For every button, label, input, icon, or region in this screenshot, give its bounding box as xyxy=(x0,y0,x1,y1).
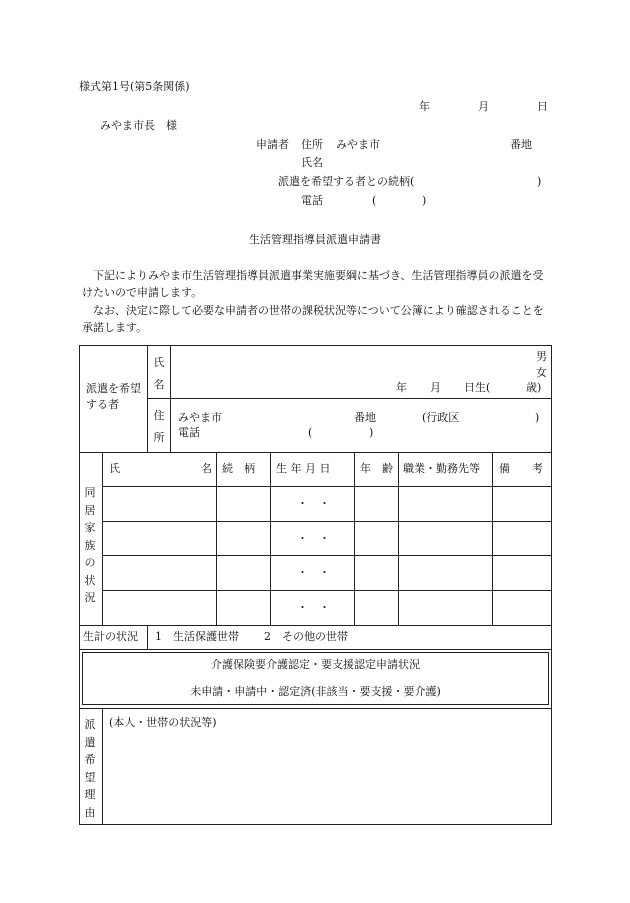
person-district-close: ) xyxy=(535,411,540,424)
family-header-age: 年 齢 xyxy=(360,462,393,475)
applicant-address-suffix: 番地 xyxy=(510,138,532,151)
person-address-suffix: 番地 xyxy=(354,411,376,424)
care-options[interactable]: 未申請・申請中・認定済(非該当・要支援・要介護) xyxy=(190,685,441,698)
applicant-address-city: みやま市 xyxy=(336,138,380,151)
person-phone-open: ( xyxy=(308,426,313,439)
applicant-label: 申請者 xyxy=(256,138,289,151)
birth-day-label: 日生( xyxy=(464,381,491,394)
col-line xyxy=(216,452,217,625)
col-line xyxy=(147,345,148,452)
person-phone-label: 電話 xyxy=(178,426,200,439)
person-address-city: みやま市 xyxy=(178,411,222,424)
row-line xyxy=(102,590,552,591)
livelihood-label: 生計の状況 xyxy=(83,630,138,643)
body-paragraph-2: なお、決定に際して必要な申請者の世帯の課税状況等について公簿により確認されることを承諾します。 xyxy=(82,304,544,334)
gender-male[interactable]: 男 xyxy=(536,350,547,363)
form-number: 様式第1号(第5条関係) xyxy=(79,80,190,93)
col-line xyxy=(398,452,399,625)
col-line xyxy=(170,345,171,452)
person-address-label: 住所 xyxy=(153,409,165,444)
row-line xyxy=(79,452,552,453)
col-line xyxy=(147,625,148,649)
family-row-2-date-dots: ・ ・ xyxy=(297,532,330,545)
col-line xyxy=(102,708,103,825)
date-year-label: 年 xyxy=(419,100,430,113)
person-name-label: 氏名 xyxy=(153,356,165,391)
applicant-phone-label: 電話 xyxy=(301,194,323,207)
person-label: 派遣を希望する者 xyxy=(86,382,141,411)
col-line xyxy=(354,452,355,625)
applicant-address-label: 住所 xyxy=(301,138,323,151)
row-line xyxy=(79,625,552,626)
col-line xyxy=(270,452,271,625)
body-paragraph-1: 下記によりみやま市生活管理指導員派遣事業実施要綱に基づき、生活管理指導員の派遣を受けたいので申請します。 xyxy=(82,269,544,299)
applicant-relation-label: 派遣を希望する者との続柄( xyxy=(278,175,415,188)
addressee: みやま市長 様 xyxy=(100,119,177,132)
family-header-name-a: 氏 xyxy=(109,462,120,475)
family-row-1-date-dots: ・ ・ xyxy=(297,497,330,510)
birth-month-label: 月 xyxy=(430,381,441,394)
applicant-phone-close: ) xyxy=(422,194,427,207)
row-line xyxy=(102,521,552,522)
col-line xyxy=(102,452,103,625)
family-header-occupation: 職業・勤務先等 xyxy=(403,462,480,475)
row-line xyxy=(79,649,552,650)
family-header-birthdate: 生 年 月 日 xyxy=(276,462,331,475)
age-suffix: 歳) xyxy=(526,381,542,394)
document-title: 生活管理指導員派遣申請書 xyxy=(249,233,381,246)
date-month-label: 月 xyxy=(478,100,489,113)
birth-year-label: 年 xyxy=(396,381,407,394)
reason-label: 派遣希望理由 xyxy=(84,718,96,819)
applicant-relation-close: ) xyxy=(537,175,542,188)
person-phone-close: ) xyxy=(369,426,374,439)
row-line xyxy=(102,555,552,556)
row-line xyxy=(147,398,552,399)
applicant-phone-open: ( xyxy=(372,194,377,207)
applicant-name-label: 氏名 xyxy=(301,156,323,169)
care-title: 介護保険要介護認定・要支援認定申請状況 xyxy=(211,658,420,671)
livelihood-option-1[interactable]: 1 生活保護世帯 xyxy=(155,630,239,643)
row-line xyxy=(102,486,552,487)
family-header-relation: 続 柄 xyxy=(222,462,255,475)
family-header-notes: 備 考 xyxy=(499,462,543,475)
col-line xyxy=(492,452,493,625)
reason-hint: (本人・世帯の状況等) xyxy=(109,716,217,729)
date-day-label: 日 xyxy=(537,100,548,113)
family-row-3-date-dots: ・ ・ xyxy=(297,566,330,579)
family-label: 同居家族の状況 xyxy=(84,486,96,604)
row-line xyxy=(79,708,552,709)
table-border xyxy=(79,345,552,825)
family-header-name-b: 名 xyxy=(201,462,212,475)
family-row-4-date-dots: ・ ・ xyxy=(297,601,330,614)
livelihood-option-2[interactable]: 2 その他の世帯 xyxy=(264,630,348,643)
person-district: (行政区 xyxy=(422,411,460,424)
gender-female[interactable]: 女 xyxy=(536,366,547,379)
